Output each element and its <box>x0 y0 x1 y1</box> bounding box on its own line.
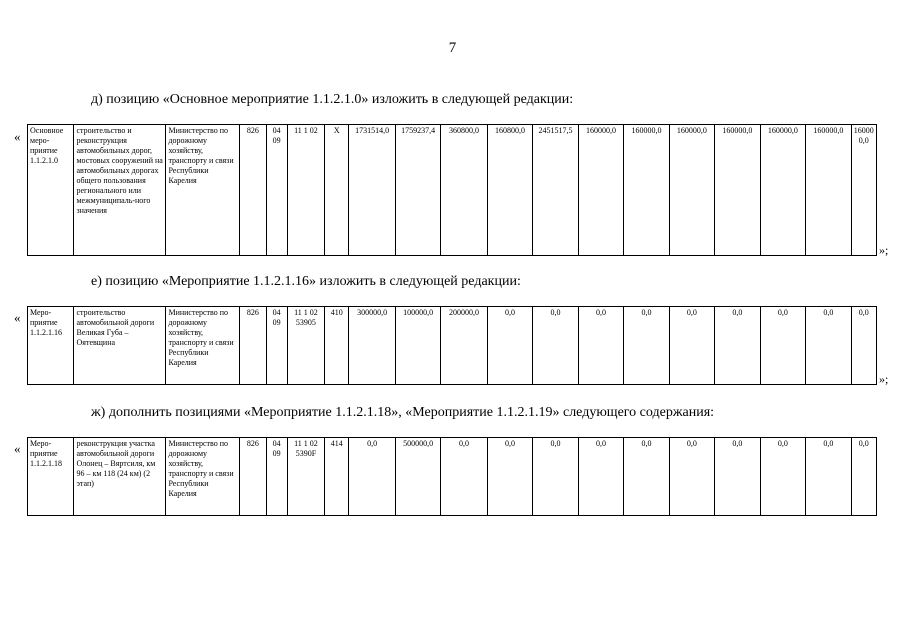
cell-value: 160000,0 <box>624 125 669 256</box>
cell-csr: 11 1 02 <box>287 125 324 256</box>
cell-value: 0,0 <box>669 438 714 516</box>
cell-position: Меро-приятие 1.1.2.1.18 <box>28 438 74 516</box>
cell-value: 160000,0 <box>760 125 805 256</box>
cell-value: 160000,0 <box>806 125 851 256</box>
cell-csr: 11 1 02 5390F <box>287 438 324 516</box>
cell-description: реконструкция участка автомобильной дороги Олонец – Вяртсиля, км 96 – км 118 (24 км) (2 этап) <box>74 438 166 516</box>
cell-value: 360800,0 <box>441 125 487 256</box>
table-position-1-1-2-1-0 <box>27 124 877 256</box>
cell-value: 2451517,5 <box>533 125 578 256</box>
cell-rzpr: 04 09 <box>266 125 287 256</box>
cell-value: 0,0 <box>624 438 669 516</box>
table-position-1-1-2-1-16 <box>27 306 877 385</box>
cell-value: 0,0 <box>715 438 760 516</box>
cell-value: 160000,0 <box>851 125 876 256</box>
cell-executor: Министерство по дорожному хозяйству, транспорту и связи Республики Карелия <box>166 307 240 385</box>
cell-rzpr: 04 09 <box>266 438 287 516</box>
cell-value: 0,0 <box>349 438 395 516</box>
cell-value: 0,0 <box>487 307 532 385</box>
cell-grbs: 826 <box>240 307 266 385</box>
cell-position: Меро-приятие 1.1.2.1.16 <box>28 307 74 385</box>
cell-vr: 410 <box>325 307 349 385</box>
cell-value: 160000,0 <box>578 125 623 256</box>
cell-value: 0,0 <box>487 438 532 516</box>
cell-value: 0,0 <box>851 307 876 385</box>
cell-value: 1759237,4 <box>395 125 440 256</box>
cell-vr: X <box>325 125 349 256</box>
cell-grbs: 826 <box>240 438 266 516</box>
table-row <box>28 125 877 256</box>
open-quote: « <box>14 310 21 325</box>
cell-value: 300000,0 <box>349 307 395 385</box>
cell-value: 0,0 <box>760 307 805 385</box>
table-row <box>28 307 877 385</box>
cell-value: 100000,0 <box>395 307 440 385</box>
cell-position: Основное меро-приятие 1.1.2.1.0 <box>28 125 74 256</box>
close-quote: »; <box>879 372 889 386</box>
cell-description: строительство и реконструкция автомобильных дорог, мостовых сооружений на автомобильных дорогах общего пользования регионального или межмуниципаль-ного значения <box>74 125 166 256</box>
cell-value: 0,0 <box>533 307 578 385</box>
cell-value: 0,0 <box>760 438 805 516</box>
cell-value: 200000,0 <box>441 307 487 385</box>
table-row <box>28 438 877 516</box>
section-heading-zh: ж) дополнить позициями «Мероприятие 1.1.2.1.18», «Мероприятие 1.1.2.1.19» следующего содержания: <box>91 405 715 420</box>
cell-value: 1731514,0 <box>349 125 395 256</box>
cell-grbs: 826 <box>240 125 266 256</box>
open-quote: « <box>14 129 21 144</box>
cell-value: 160800,0 <box>487 125 532 256</box>
cell-value: 0,0 <box>441 438 487 516</box>
cell-value: 160000,0 <box>669 125 714 256</box>
cell-executor: Министерство по дорожному хозяйству, транспорту и связи Республики Карелия <box>166 438 240 516</box>
section-heading-d: д) позицию «Основное мероприятие 1.1.2.1.0» изложить в следующей редакции: <box>91 92 574 107</box>
page-number: 7 <box>448 40 457 56</box>
open-quote: « <box>14 441 21 456</box>
cell-vr: 414 <box>325 438 349 516</box>
section-heading-e: е) позицию «Мероприятие 1.1.2.1.16» изложить в следующей редакции: <box>91 274 521 289</box>
cell-value: 160000,0 <box>715 125 760 256</box>
cell-csr: 11 1 02 53905 <box>287 307 324 385</box>
close-quote: »; <box>879 243 889 257</box>
cell-value: 0,0 <box>669 307 714 385</box>
cell-rzpr: 04 09 <box>266 307 287 385</box>
cell-value: 0,0 <box>806 438 851 516</box>
cell-value: 0,0 <box>578 307 623 385</box>
table-position-1-1-2-1-18 <box>27 437 877 516</box>
cell-value: 0,0 <box>624 307 669 385</box>
cell-value: 0,0 <box>715 307 760 385</box>
cell-executor: Министерство по дорожному хозяйству, транспорту и связи Республики Карелия <box>166 125 240 256</box>
cell-value: 0,0 <box>806 307 851 385</box>
cell-value: 500000,0 <box>395 438 440 516</box>
cell-value: 0,0 <box>578 438 623 516</box>
cell-value: 0,0 <box>533 438 578 516</box>
cell-value: 0,0 <box>851 438 876 516</box>
cell-description: строительство автомобильной дороги Великая Губа – Оятевщина <box>74 307 166 385</box>
